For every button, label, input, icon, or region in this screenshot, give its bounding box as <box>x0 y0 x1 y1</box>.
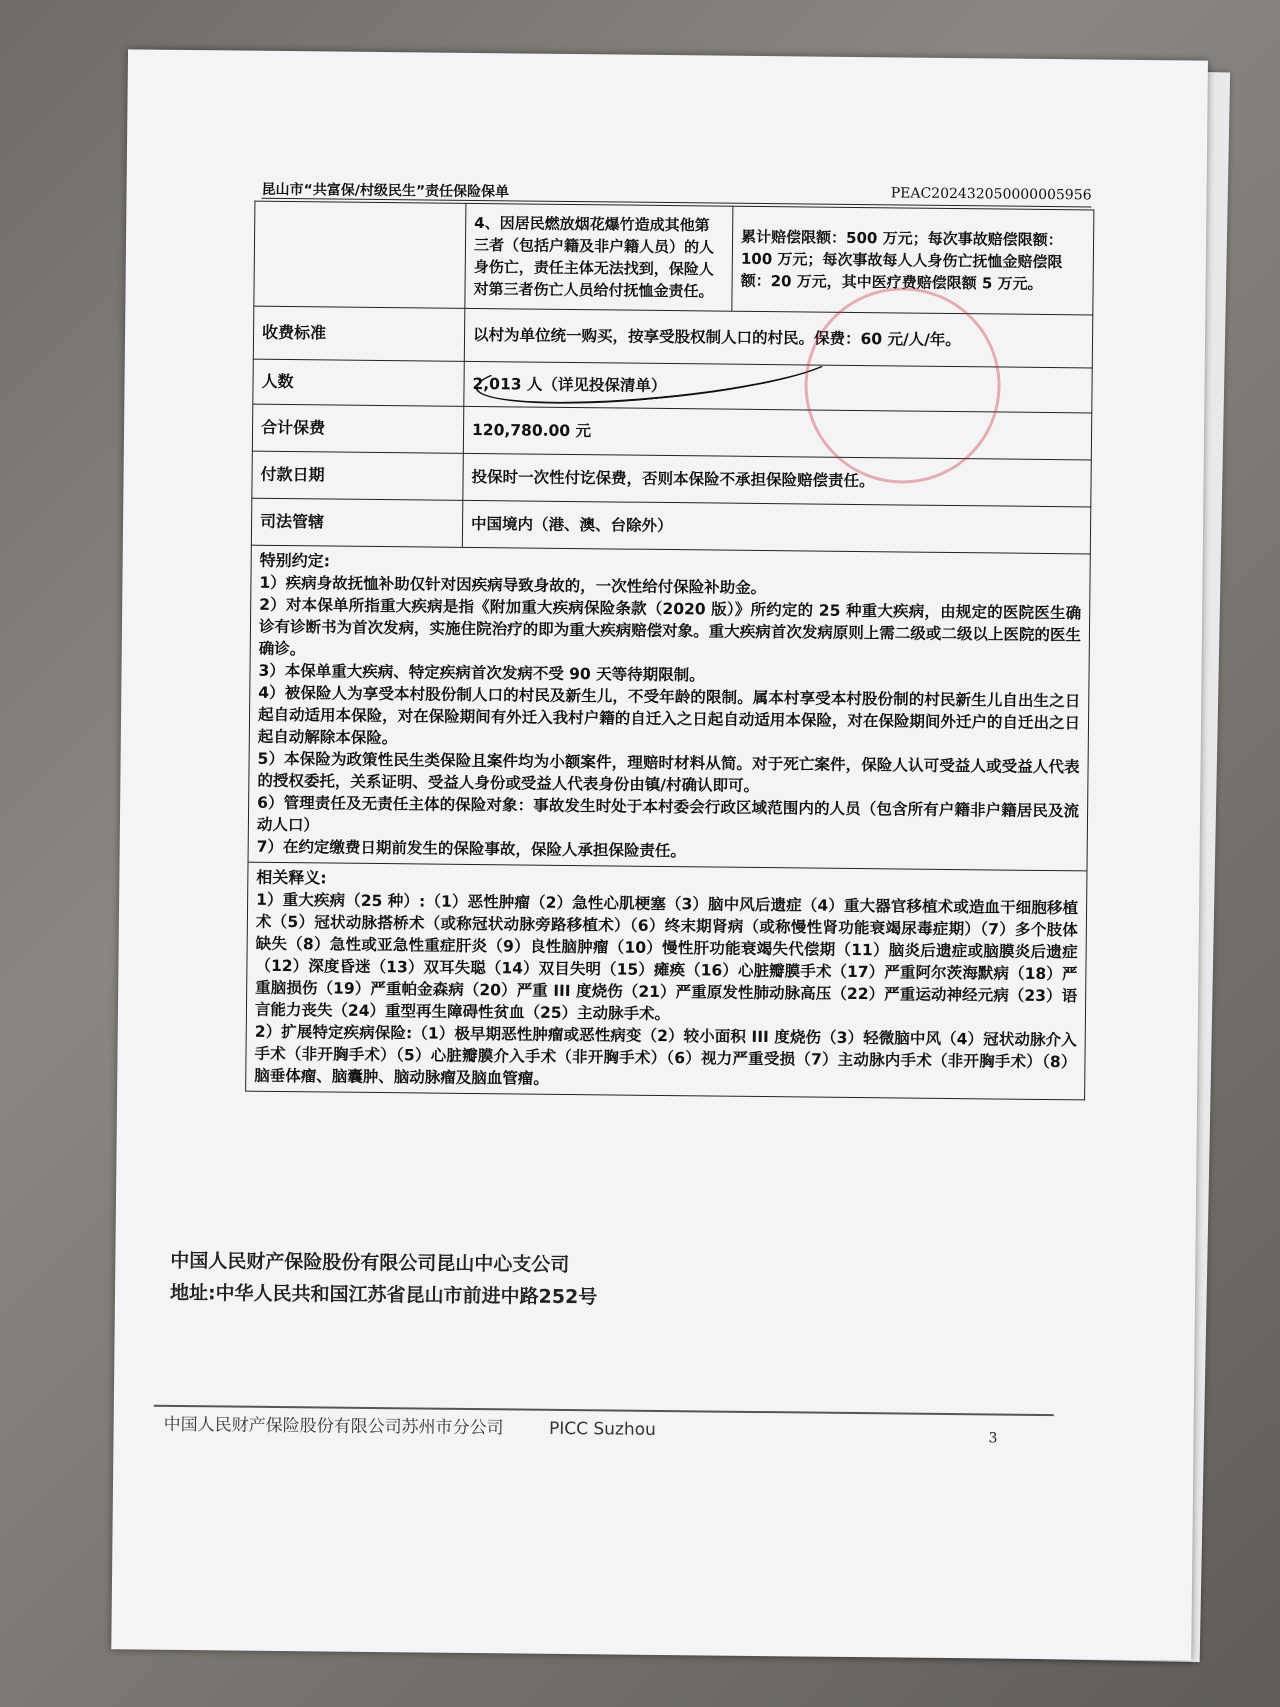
row-label: 合计保费 <box>252 404 463 453</box>
row-value: 中国境内（港、澳、台除外） <box>462 500 1090 554</box>
company-name: 中国人民财产保险股份有限公司昆山中心支公司 <box>170 1249 570 1277</box>
document-page <box>111 49 1208 1660</box>
table-row <box>254 201 1094 315</box>
footer-brand: PICC Suzhou <box>548 1418 656 1440</box>
liability-description: 4、因居民燃放烟花爆竹造成其他第三者（包括户籍及非户籍人员）的人身伤亡，责任主体无法找到，保险人对第三者伤亡人员给付抚恤金责任。 <box>465 203 733 311</box>
special-term-item: 6）管理责任及无责任主体的保险对象：事故发生时处于本村委会行政区域范围内的人员（包含所有户籍非户籍居民及流动人口） <box>256 793 1080 835</box>
footer-branch: 中国人民财产保险股份有限公司苏州市分公司 <box>163 1414 504 1439</box>
row-label: 司法管辖 <box>251 498 462 547</box>
definition-item: 1）重大疾病（25 种）:（1）恶性肿瘤（2）急性心肌梗塞（3）脑中风后遗症（4）重大器官移植术或造血干细胞移植术（5）冠状动脉搭桥术（或称冠状动脉旁路移植术）（6）终末期肾病（或称慢性肾功能衰竭尿毒症期）（7）多个肢体缺失（8）急性或亚急性重症肝炎（9）良性脑肿瘤（10）慢性肝功能衰竭失代偿期（11）脑炎后遗症或脑膜炎后遗症（12）深度昏迷（13）双耳失聪（14）双目失明（15）瘫痪（16）心脏瓣膜手术（17）严重阿尔茨海默病（18）严重脑损伤（19）严重帕金森病（20）严重 III 度烧伤（21）严重原发性肺动脉高压（22）严重运动神经元病（23）语言能力丧失（24）重型再生障碍性贫血（25）主动脉手术。 <box>254 890 1079 1024</box>
policy-number: PEAC202432050000005956 <box>890 185 1092 204</box>
row-label: 付款日期 <box>252 451 463 500</box>
document-header <box>261 179 1092 204</box>
empty-label-cell <box>254 201 466 308</box>
row-value: 120,780.00 元 <box>463 406 1091 460</box>
table-row <box>246 862 1087 1100</box>
liability-limit: 累计赔偿限额：500 万元；每次事故赔偿限额：100 万元；每次事故每人人身伤亡抚恤金赔偿限额：20 万元，其中医疗费赔偿限额 5 万元。 <box>732 206 1094 315</box>
special-term-item: 3）本保单重大疾病、特定疾病首次发病不受 90 天等待期限制。 <box>258 661 705 685</box>
row-label: 收费标准 <box>253 306 465 361</box>
definitions-section <box>246 862 1087 1100</box>
row-value: 投保时一次性付讫保费，否则本保险不承担保险赔偿责任。 <box>463 453 1091 507</box>
row-value: 以村为单位统一购买，按享受股权制人口的村民。保费：60 元/人/年。 <box>464 308 1093 368</box>
company-address: 地址:中华人民共和国江苏省昆山市前进中路252号 <box>169 1281 598 1309</box>
company-block <box>170 1245 598 1313</box>
special-term-item: 5）本保险为政策性民生类保险且案件均为小额案件，理赔时材料从简。对于死亡案件，保险人认可受益人或受益人代表的授权委托，关系证明、受益人身份或受益人代表身份由镇/村确认即可。 <box>257 749 1080 795</box>
row-value: 2,013 人（详见投保清单） <box>464 361 1092 413</box>
special-term-item: 4）被保险人为享受本村股份制人口的村民及新生儿，不受年龄的限制。属本村享受本村股份制的村民新生儿自出生之日起自动适用本保险，对在保险期间有外迁入我村户籍的自迁入之日起自动适用本保险，对在保险期间外迁户的自迁出之日起自动解除本保险。 <box>257 683 1081 748</box>
page-number: 3 <box>988 1430 998 1447</box>
definitions-title: 相关释义: <box>256 867 327 888</box>
special-term-item: 2）对本保单所指重大疾病是指《附加重大疾病保险条款（2020 版）》所约定的 25 种重大疾病，由规定的医院医生确诊有诊断书为首次发病，实施住院治疗的即为重大疾病赔偿对象。重大疾病首次发病原则上需二级或二级以上医院的医生确诊。 <box>258 595 1082 659</box>
special-term-item: 1）疾病身故抚恤补助仅针对因疾病导致身故的，一次性给付保险补助金。 <box>259 573 767 598</box>
document-title: 昆山市“共富保/村级民生”责任保险保单 <box>261 181 510 201</box>
special-term-item: 7）在约定缴费日期前发生的保险事故，保险人承担保险责任。 <box>256 837 687 861</box>
special-terms-title: 特别约定: <box>259 550 331 571</box>
definition-item: 2）扩展特定疾病保险:（1）极早期恶性肿瘤或恶性病变（2）较小面积 III 度烧伤（3）轻微脑中风（4）冠状动脉介入手术（非开胸手术）（5）心脏瓣膜介入手术（非开胸手术）（6）视力严重受损（7）主动脉内手术（非开胸手术）（8）脑垂体瘤、脑囊肿、脑动脉瘤及脑血管瘤。 <box>254 1022 1077 1088</box>
red-seal-stamp <box>804 286 1002 484</box>
row-label: 人数 <box>253 359 464 406</box>
footer <box>164 1410 657 1440</box>
